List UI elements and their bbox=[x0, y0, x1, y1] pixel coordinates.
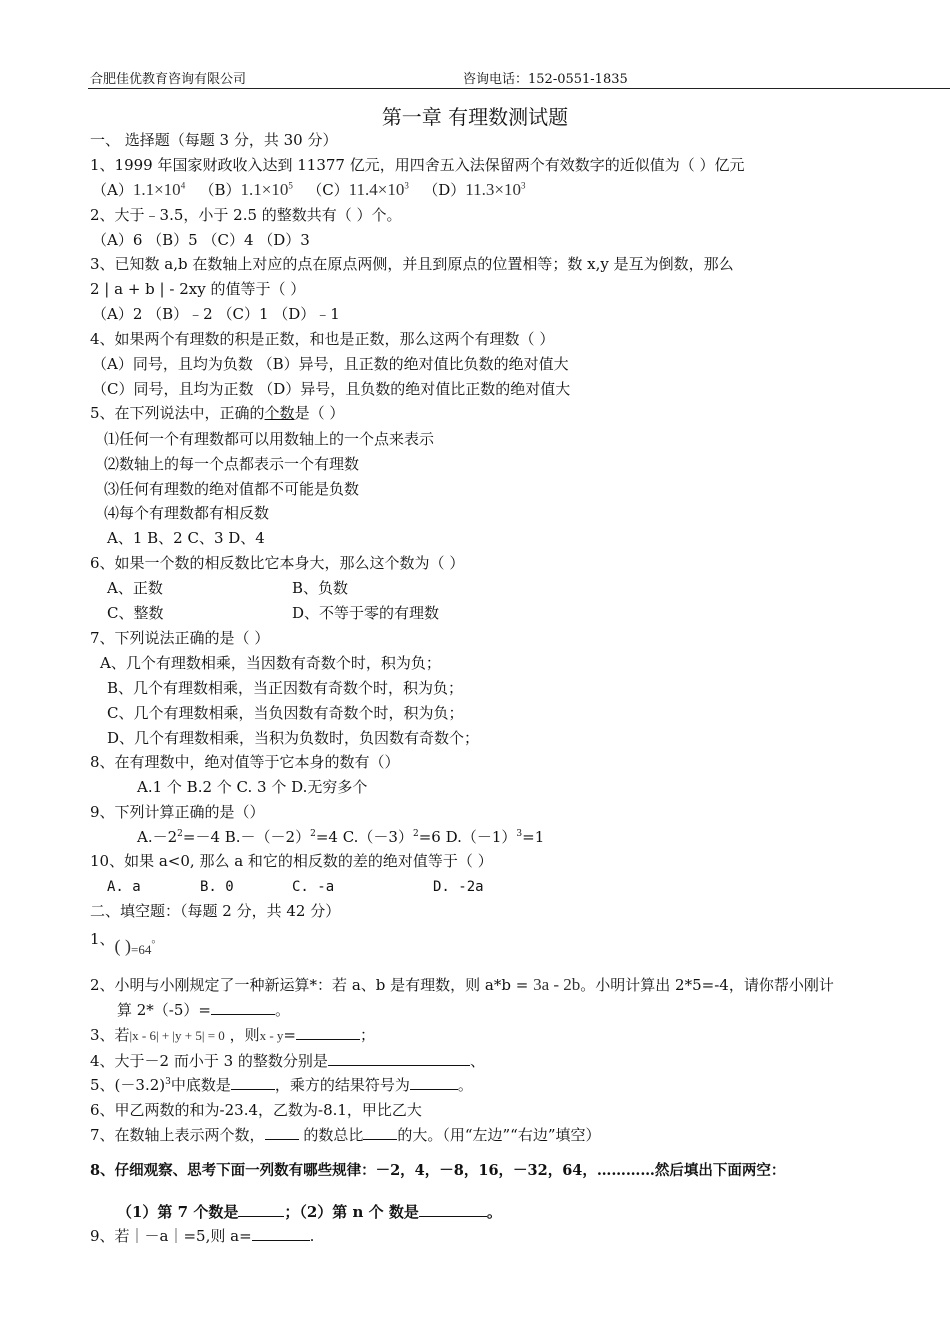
q10-opt-c: C. -a bbox=[292, 879, 335, 895]
f8-question: 8、仔细观察、思考下面一列数有哪些规律：－2，4，－8，16，－32，64，…………然后填出下面两空： bbox=[90, 1162, 786, 1179]
f2-line1: 2、小明与小刚规定了一种新运算*：若 a、b 是有理数，则 a*b = 3a - 2b。小明计算出 2*5=-4，请你帮小刚计 bbox=[90, 975, 834, 994]
q4-options-ab: （A）同号，且均为负数 （B）异号，且正数的绝对值比负数的绝对值大 bbox=[92, 355, 569, 373]
f2-line2: 算 2*（-5）= 。 bbox=[117, 1001, 291, 1019]
q2-options: （A）6 （B）5 （C）4 （D）3 bbox=[92, 231, 310, 249]
header-company: 合肥佳优教育咨询有限公司 bbox=[90, 72, 247, 87]
f3-answer-blank[interactable] bbox=[296, 1025, 360, 1040]
q5-options: A、1 B、2 C、3 D、4 bbox=[107, 529, 265, 547]
f5-base-blank[interactable] bbox=[231, 1075, 275, 1090]
f5-sign-blank[interactable] bbox=[410, 1075, 458, 1090]
q4-stem: 4、如果两个有理数的积是正数，和也是正数，那么这两个有理数（ ） bbox=[90, 330, 555, 348]
f1-question: 1、( )=64。 bbox=[90, 930, 163, 957]
q10-stem: 10、如果 a<0, 那么 a 和它的相反数的差的绝对值等于（ ） bbox=[90, 852, 493, 870]
f8-blank-2[interactable] bbox=[419, 1202, 487, 1217]
q6-stem: 6、如果一个数的相反数比它本身大，那么这个数为（ ） bbox=[90, 554, 465, 572]
q7-opt-d: D、几个有理数相乘，当积为负数时，负因数有奇数个； bbox=[107, 729, 480, 747]
q4-options-cd: （C）同号，且均为正数 （D）异号，且负数的绝对值比正数的绝对值大 bbox=[92, 380, 571, 398]
q1-opt-a: $1.1\times 10^4$ bbox=[132, 180, 186, 199]
q9-options: $A.-2^2=-4$ $B.-(-2)^2=4$ $C.(-3)^2=6$ $D.(-1)^3=1$ bbox=[137, 828, 545, 846]
q2-stem: 2、大于﹣3.5，小于 2.5 的整数共有（ ）个。 bbox=[90, 206, 402, 224]
q8-options: A.1 个 B.2 个 C. 3 个 D.无穷多个 bbox=[137, 778, 368, 796]
q5-stem: 5、在下列说法中，正确的个数是（ ） bbox=[90, 404, 345, 422]
q1-opt-b: $1.1\times 10^5$ bbox=[240, 180, 293, 199]
q1-opt-c-label: （C） bbox=[307, 181, 349, 199]
q9-stem: 9、下列计算正确的是（） bbox=[90, 803, 265, 821]
q10-opt-a: A. a bbox=[107, 879, 141, 895]
f2-answer-blank[interactable] bbox=[211, 1000, 275, 1015]
q6-opt-c: C、整数 bbox=[107, 604, 164, 622]
q5-item-1: ⑴任何一个有理数都可以用数轴上的一个点来表示 bbox=[104, 430, 435, 448]
q1-options bbox=[92, 180, 525, 200]
q5-item-2: ⑵数轴上的每一个点都表示一个有理数 bbox=[104, 455, 360, 473]
f9-answer-blank[interactable] bbox=[252, 1226, 310, 1241]
q6-opt-b: B、负数 bbox=[292, 579, 349, 597]
q1-opt-a-label: （A） bbox=[92, 181, 133, 199]
f9-question: 9、若｜－a｜=5,则 a= . bbox=[90, 1227, 315, 1245]
q3-options: （A）2 （B）﹣2 （C）1 （D）﹣1 bbox=[92, 305, 340, 323]
q3-stem: 3、已知数 a,b 在数轴上对应的点在原点两侧，并且到原点的位置相等；数 x,y 是互为倒数，那么 bbox=[90, 255, 734, 273]
f3-question: 3、若|x - 6| + |y + 5| = 0 ，则x - y= ； bbox=[90, 1026, 376, 1044]
q10-opt-b: B. 0 bbox=[200, 879, 234, 895]
q7-opt-b: B、几个有理数相乘，当正因数有奇数个时，积为负； bbox=[107, 679, 464, 697]
f7-question: 7、在数轴上表示两个数， 的数总比 的大。（用“左边”“右边”填空） bbox=[90, 1126, 601, 1144]
q1-opt-d-label: （D） bbox=[423, 181, 466, 199]
f6-question: 6、甲乙两数的和为-23.4，乙数为-8.1，甲比乙大 bbox=[90, 1101, 422, 1119]
q1-stem: 1、1999 年国家财政收入达到 11377 亿元，用四舍五入法保留两个有效数字的近似值为（ ）亿元 bbox=[90, 156, 745, 174]
q1-opt-c: $11.4\times 10^3$ bbox=[348, 180, 409, 199]
q3-line2: 2 | a + b | - 2xy 的值等于（ ） bbox=[90, 280, 306, 298]
f5-question: 5、$(-3.2)^3$中底数是 ，乘方的结果符号为 。 bbox=[90, 1076, 473, 1094]
q7-opt-a: A、几个有理数相乘，当因数有奇数个时，积为负； bbox=[100, 654, 441, 672]
section1-heading: 一、 选择题（每题 3 分，共 30 分） bbox=[90, 131, 338, 149]
f4-answer-blank[interactable] bbox=[328, 1051, 470, 1066]
f8-subquestions: （1）第 7 个数是 ；（2）第 n 个 数是 。 bbox=[117, 1203, 502, 1221]
q1-opt-b-label: （B） bbox=[199, 181, 241, 199]
page-title: 第一章 有理数测试题 bbox=[381, 105, 569, 129]
q1-opt-d: $11.3\times 10^3$ bbox=[465, 180, 526, 199]
q5-item-4: ⑷每个有理数都有相反数 bbox=[104, 504, 270, 522]
q8-stem: 8、在有理数中，绝对值等于它本身的数有（） bbox=[90, 753, 400, 771]
f7-blank-1[interactable] bbox=[265, 1125, 299, 1140]
q7-opt-c: C、几个有理数相乘，当负因数有奇数个时，积为负； bbox=[107, 704, 464, 722]
f4-question: 4、大于－2 而小于 3 的整数分别是 、 bbox=[90, 1052, 485, 1070]
f7-blank-2[interactable] bbox=[363, 1125, 397, 1140]
f8-blank-1[interactable] bbox=[238, 1202, 284, 1217]
q6-opt-a: A、正数 bbox=[107, 579, 163, 597]
q7-stem: 7、下列说法正确的是（ ） bbox=[90, 629, 270, 647]
q10-opt-d: D. -2a bbox=[433, 879, 484, 895]
header-phone: 咨询电话：152-0551-1835 bbox=[463, 72, 628, 87]
q5-item-3: ⑶任何有理数的绝对值都不可能是负数 bbox=[104, 480, 360, 498]
q6-opt-d: D、不等于零的有理数 bbox=[292, 604, 440, 622]
header-divider bbox=[88, 88, 950, 89]
section2-heading: 二、填空题：（每题 2 分，共 42 分） bbox=[90, 902, 341, 920]
